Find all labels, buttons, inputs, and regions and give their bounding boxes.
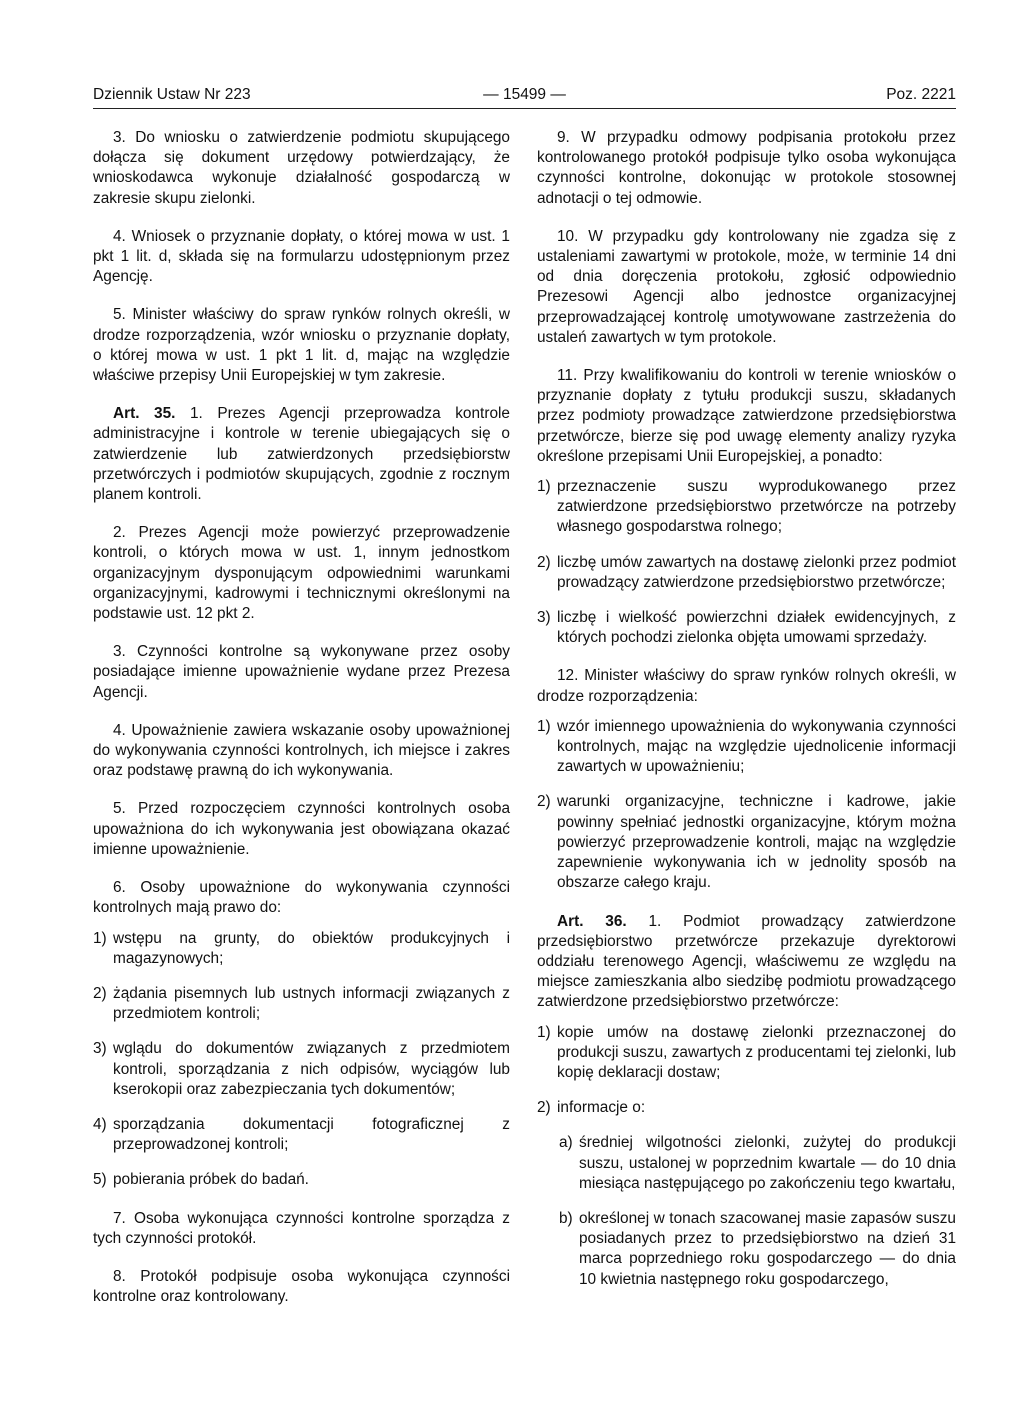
list-item: 5) pobierania próbek do badań.	[93, 1171, 309, 1189]
article-35-paragraph-9: 9. W przypadku odmowy podpisania protokołu przez kontrolowanego protokół podpisuje tylko osoba wykonująca czynności kontrolne, dokonując w protokole stosownej adnotacji o tej odmowie.	[537, 129, 956, 207]
sub-list-item: b) określonej w tonach szacowanej masie zapasów suszu posiadanych przez to przedsiębiorstwo na dzień 31 marca poprzedniego roku gospodarczego — do dnia 10 kwietnia następnego roku gospodarczego,	[559, 1209, 956, 1288]
article-35-paragraph-8: 8. Protokół podpisuje osoba wykonująca czynności kontrolne oraz kontrolowany.	[93, 1267, 510, 1306]
article-35-paragraph-3: 3. Czynności kontrolne są wykonywane przez osoby posiadające imienne upoważnienie wydane przez Prezesa Agencji.	[93, 643, 510, 701]
right-column	[537, 128, 956, 1305]
list-item: 2) liczbę umów zawartych na dostawę zielonki przez podmiot prowadzący zatwierdzone przedsiębiorstwo przetwórcze;	[537, 553, 956, 591]
list-item: 2) informacje o:	[537, 1099, 646, 1117]
article-35-paragraph-5: 5. Przed rozpoczęciem czynności kontrolnych osoba upoważniona do ich wykonywania jest obowiązana okazać imienne upoważnienie.	[93, 800, 510, 858]
article-35-label: Art. 35.	[113, 405, 176, 423]
article-35-paragraph-1	[93, 404, 510, 505]
paragraph-5: 5. Minister właściwy do spraw rynków rolnych określi, w drodze rozporządzenia, wzór wniosku o przyznanie dopłaty, o której mowa w ust. 1 pkt 1 lit. d, mając na względzie właściwe przepisy Unii Europejskiej w tym zakresie.	[93, 306, 510, 385]
article-35-text: 1. Prezes Agencji przeprowadza kontrole administracyjne i kontrole w terenie ubiegających się o zatwierdzenie lub zatwierdzonych przedsiębiorstw przetwórczych i podmiotów skupujących, zgodnie z rocznym planem kontroli.	[93, 405, 510, 504]
list-item: 3) wglądu do dokumentów związanych z przedmiotem kontroli, sporządzania z nich odpisów, wyciągów lub kserokopii oraz zabezpieczania tych dokumentów;	[93, 1040, 510, 1098]
article-35-paragraph-4: 4. Upoważnienie zawiera wskazanie osoby upoważnionej do wykonywania czynności kontrolnych, ich miejsce i zakres oraz podstawę prawną do ich wykonywania.	[93, 721, 510, 780]
list-item: 1) przeznaczenie suszu wyprodukowanego przez zatwierdzone przedsiębiorstwo przetwórcze na potrzeby własnego gospodarstwa rolnego;	[537, 478, 956, 536]
article-35-paragraph-12: 12. Minister właściwy do spraw rynków rolnych określi, w drodze rozporządzenia:	[537, 667, 956, 705]
paragraph-3: 3. Do wniosku o zatwierdzenie podmiotu skupującego dołącza się dokument urzędowy potwierdzający, że wnioskodawca wykonuje działalność gospodarczą w zakresie skupu zielonki.	[93, 129, 510, 207]
header-rule	[93, 108, 956, 109]
article-36-label: Art. 36.	[557, 912, 627, 930]
list-item: 3) liczbę i wielkość powierzchni działek ewidencyjnych, z których pochodzi zielonka objęta umowami sprzedaży.	[537, 609, 956, 647]
article-35-paragraph-2: 2. Prezes Agencji może powierzyć przeprowadzenie kontroli, o których mowa w ust. 1, innym jednostkom organizacyjnym dysponującym odpowiednimi warunkami organizacyjnymi, kadrowymi i technicznymi określonymi na podstawie ust. 12 pkt 2.	[93, 524, 510, 623]
journal-title: Dziennik Ustaw Nr 223	[93, 86, 251, 103]
list-item: 1) wstępu na grunty, do obiektów produkcyjnych i magazynowych;	[93, 929, 510, 967]
page-number: — 15499 —	[483, 86, 566, 103]
list-item: 4) sporządzania dokumentacji fotograficznej z przeprowadzonej kontroli;	[93, 1115, 510, 1154]
left-column	[93, 128, 510, 1325]
list-item: 1) wzór imiennego upoważnienia do wykonywania czynności kontrolnych, mając na względzie ujednolicenie informacji zawartych w upoważnieniu;	[537, 717, 956, 776]
article-35-paragraph-6: 6. Osoby upoważnione do wykonywania czynności kontrolnych mają prawo do:	[93, 879, 510, 917]
list-item: 2) żądania pisemnych lub ustnych informacji związanych z przedmiotem kontroli;	[93, 984, 510, 1023]
position-number: Poz. 2221	[886, 86, 956, 103]
article-35-paragraph-10: 10. W przypadku gdy kontrolowany nie zgadza się z ustaleniami zawartymi w protokole, może, w terminie 14 dni od dnia doręczenia protokołu, zgłosić odpowiednio Prezesowi Agencji albo jednostce organizacyjnej przeprowadzającej kontrolę umotywowane zastrzeżenia do ustaleń zawartych w tym protokole.	[537, 227, 956, 346]
paragraph-4: 4. Wniosek o przyznanie dopłaty, o której mowa w ust. 1 pkt 1 lit. d, składa się na formularzu udostępnionym przez Agencję.	[93, 227, 510, 286]
article-35-paragraph-11: 11. Przy kwalifikowaniu do kontroli w terenie wniosków o przyznanie dopłaty z tytułu produkcji suszu, składanych przez podmioty prowadzące zatwierdzone przedsiębiorstwa przetwórcze, bierze się pod uwagę elementy analizy ryzyka określone przepisami Unii Europejskiej, a ponadto:	[537, 367, 956, 465]
sub-list-item: a) średniej wilgotności zielonki, zużytej do produkcji suszu, ustalonej w poprzednim kwartale — do 10 dnia miesiąca następującego po zakończeniu tego kwartału,	[559, 1134, 956, 1192]
list-item: 2) warunki organizacyjne, techniczne i kadrowe, jakie powinny spełniać jednostki organizacyjne, którym można powierzyć przeprowadzenie kontroli, mając na względzie zapewnienie wykonywania ich w jednolity sposób na obszarze całego kraju.	[537, 793, 956, 892]
article-36-paragraph-1	[537, 912, 956, 1013]
page-header	[93, 86, 956, 110]
article-36-text: 1. Podmiot prowadzący zatwierdzone przedsiębiorstwo przetwórcze przekazuje dyrektorowi oddziału terenowego Agencji, właściwemu ze względu na miejsce zamieszkania albo siedzibę podmiotu prowadzącego zatwierdzone przedsiębiorstwo przetwórcze:	[537, 912, 956, 1011]
article-35-paragraph-7: 7. Osoba wykonująca czynności kontrolne sporządza z tych czynności protokół.	[93, 1209, 510, 1247]
list-item: 1) kopie umów na dostawę zielonki przeznaczonej do produkcji suszu, zawartych z producentami tej zielonki, lub kopię deklaracji dostaw;	[537, 1023, 956, 1081]
